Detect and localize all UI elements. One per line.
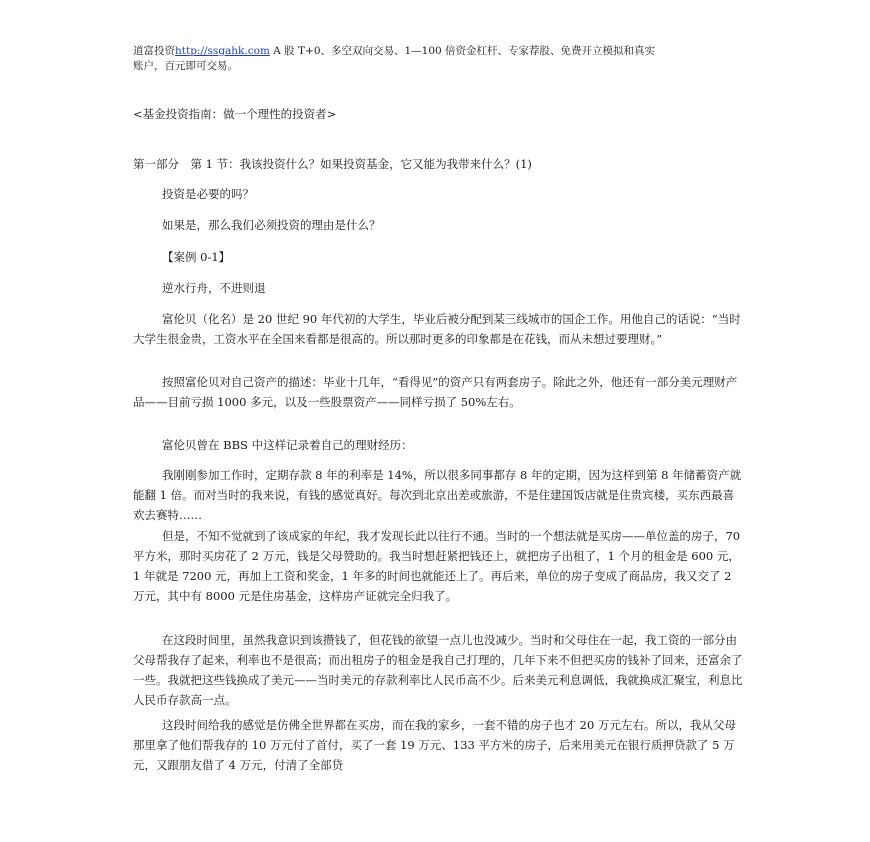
paragraph-7: 这段时间给我的感觉是仿佛全世界都在买房，而在我的家乡，一套不错的房子也才 20 万元左右。所以，我从父母那里拿了他们帮我存的 10 万元付了首付，买了一套 19 万元、133 平方米的房子，后来用美元在银行质押贷款了 5 万元，又跟朋友借了 4 万元，付清了全部贷 [133,718,736,772]
paragraph-4: 我刚刚参加工作时，定期存款 8 年的利率是 14%，所以很多同事都存 8 年的定期，因为这样到第 8 年储蓄资产就能翻 1 倍。而对当时的我来说，有钱的感觉真好。每次到北京出差或旅游，不是住建国饭店就是住贵宾楼，买东西最喜欢去赛特…… [133,468,742,522]
paragraph-3: 富伦贝曾在 BBS 中这样记录着自己的理财经历： [162,438,413,452]
document-title: <基金投资指南：做一个理性的投资者> [133,107,337,121]
header-prefix: 道富投资 [133,45,175,57]
header-suffix: A 股 T+0、多空双向交易、1—100 倍资金杠杆、专家荐股、免费开立模拟和真实 [269,45,656,57]
header-line2: 账户，百元即可交易。 [133,60,238,72]
header-link[interactable]: http://ssgahk.com [175,45,270,57]
case-subtitle: 逆水行舟，不进则退 [162,281,266,295]
paragraph-1: 富伦贝（化名）是 20 世纪 90 年代初的大学生，毕业后被分配到某三线城市的国企工作。用他自己的话说：“当时大学生很金贵，工资水平在全国来看都是很高的。所以那时更多的印象都是在花钱，而从未想过要理财。” [133,312,741,346]
case-label: 【案例 0-1】 [162,250,231,264]
question-1: 投资是必要的吗？ [162,187,254,201]
section-heading: 第一部分 第 1 节：我该投资什么？如果投资基金，它又能为我带来什么？(1) [133,157,532,171]
question-2: 如果是，那么我们必须投资的理由是什么？ [162,218,381,232]
paragraph-6: 在这段时间里，虽然我意识到该攒钱了，但花钱的欲望一点儿也没减少。当时和父母住在一起，我工资的一部分由父母帮我存了起来，利率也不是很高；而出租房子的租金是我自己打理的，几年下来不但把买房的钱补了回来，还富余了一些。我就把这些钱换成了美元——当时美元的存款利率比人民币高不少。后来美元利息调低，我就换成汇聚宝，利息比人民币存款高一点。 [133,633,743,707]
paragraph-5: 但是，不知不觉就到了该成家的年纪，我才发现长此以往行不通。当时的一个想法就是买房——单位盖的房子，70 平方米，那时买房花了 2 万元，钱是父母赞助的。我当时想赶紧把钱还上，就把房子出租了，1 个月的租金是 600 元，1 年就是 7200 元，再加上工资和奖金，1 年多的时间也就能还上了。再后来，单位的房子变成了商品房，我又交了 2 万元，其中有 8000 元是住房基金，这样房产证就完全归我了。 [133,529,741,603]
paragraph-2: 按照富伦贝对自己资产的描述：毕业十几年，“看得见”的资产只有两套房子。除此之外，他还有一部分美元理财产品——目前亏损 1000 多元，以及一些股票资产——同样亏损了 50%左右。 [133,375,738,409]
header-note [133,44,745,74]
